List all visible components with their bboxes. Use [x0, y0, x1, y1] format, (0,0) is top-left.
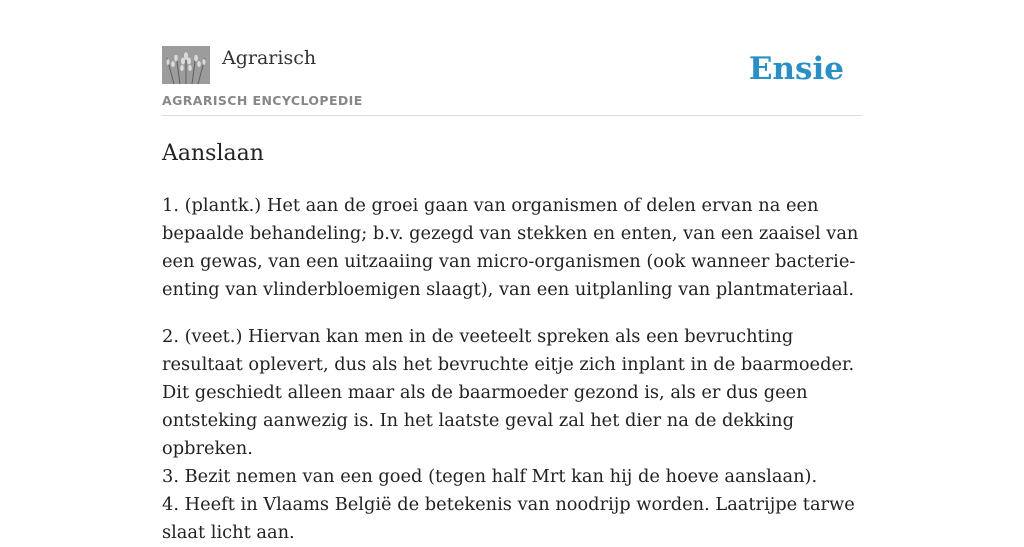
paragraph-2: 2. (veet.) Hiervan kan men in de veeteelt spreken als een bevruchting resultaat oplevert, dus als het bevruchte eitje zich inplant in de baarmoeder. Dit geschiedt alleen maar als de baarmoeder gezond is, als er dus geen ontsteking aanwezig is. In het laatste geval zal het dier na de dekking opbreken.: [162, 326, 855, 459]
site-name[interactable]: Agrarisch: [222, 47, 317, 69]
paragraph-3: 3. Bezit nemen van een goed (tegen half Mrt kan hij de hoeve aanslaan).: [162, 466, 818, 487]
site-header: [162, 0, 862, 116]
paragraph-4: 4. Heeft in Vlaams België de betekenis van noodrijp worden. Laatrijpe tarwe slaat licht aan.: [162, 494, 855, 543]
paragraph-1: 1. (plantk.) Het aan de groei gaan van organismen of delen ervan na een bepaalde behandeling; b.v. gezegd van stekken en enten, van een zaaisel van een gewas, van een uitzaaiing van micro-organismen (ook wanneer bacterie-enting van vlinderbloemigen slaagt), van een uitplanling van plantmateriaal.: [162, 195, 859, 300]
article-title: Aanslaan: [162, 141, 264, 166]
page: [162, 0, 862, 543]
site-subtitle[interactable]: AGRARISCH ENCYCLOPEDIE: [162, 93, 363, 108]
brand-logo[interactable]: Ensie: [748, 51, 844, 87]
article-body: [162, 192, 862, 547]
wheat-icon[interactable]: [162, 46, 210, 84]
